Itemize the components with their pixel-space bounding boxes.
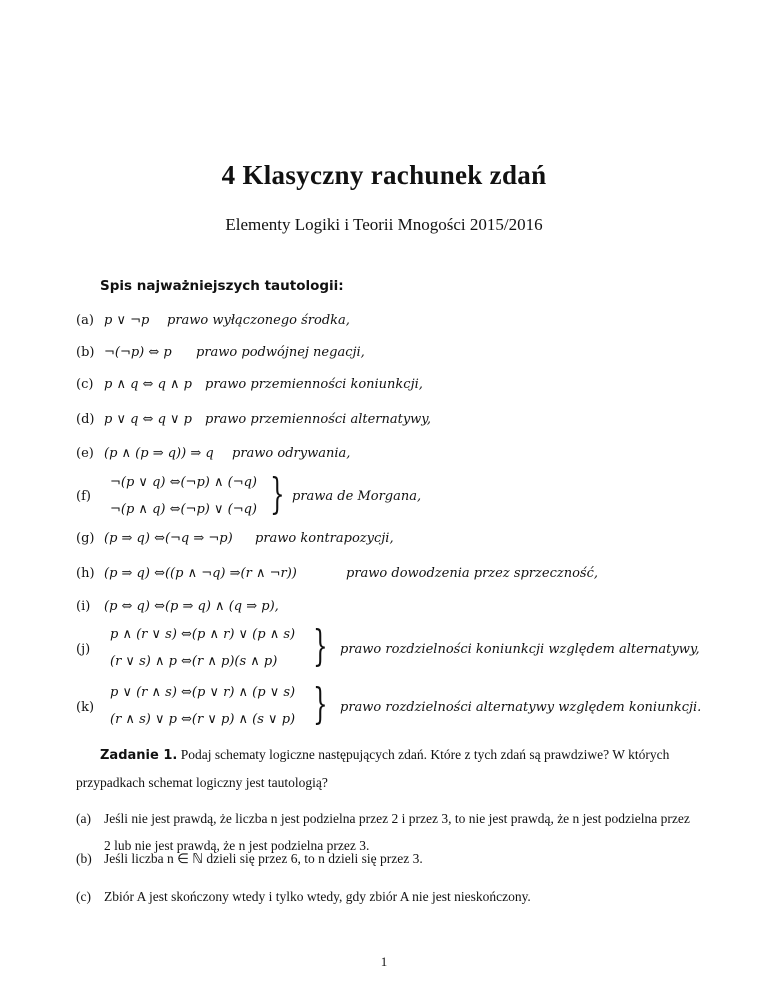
formula: p ∨ ¬p [104,313,150,328]
formula-line-2: ¬(p ∧ q) ⇔(¬p) ∨ (¬q) [110,502,257,517]
formula: p ∨ q ⇔ q ∨ p [104,412,193,427]
law-name: prawo podwójnej negacji, [196,345,365,360]
law-name: prawo kontrapozycji, [255,531,394,546]
formula: (p ∧ (p ⇒ q)) ⇒ q [104,446,214,461]
item-label: (g) [76,531,95,546]
page-title: 4 Klasyczny rachunek zdań [221,160,547,190]
item-label: (d) [76,412,95,427]
formula: (p ⇒ q) ⇔((p ∧ ¬q) ⇒(r ∧ ¬r)) [104,566,297,581]
law-name: prawo dowodzenia przez sprzeczność, [346,566,598,581]
law-name: prawa de Morgana, [292,489,422,504]
formula-line-2: (r ∧ s) ∨ p ⇔(r ∨ p) ∧ (s ∨ p) [110,712,296,727]
item-text: Jeśli nie jest prawdą, że liczba n jest podzielna przez 2 i przez 3, to nie jest prawdą, że n jest podzielna przez 2 lub nie jest prawdą, że n jest podzielna przez 3. [104,811,690,853]
item-label: (a) [76,313,94,328]
formula-line-2: (r ∨ s) ∧ p ⇔(r ∧ p)(s ∧ p) [110,654,278,669]
item-label: (h) [76,566,95,581]
item-text: Jeśli liczba n ∈ ℕ dzieli się przez 6, to n dzieli się przez 3. [104,851,423,866]
formula-line-1: p ∨ (r ∧ s) ⇔(p ∨ r) ∧ (p ∨ s) [110,685,296,700]
page-number: 1 [380,954,388,969]
law-name: prawo wyłączonego środka, [167,313,350,328]
formula: (p ⇒ q) ⇔(¬q ⇒ ¬p) [104,531,233,546]
section-heading: Spis najważniejszych tautologii: [100,278,344,294]
law-name: prawo odrywania, [232,446,351,461]
item-label: (c) [76,377,94,392]
item-label: (j) [76,642,91,657]
item-label: (c) [76,889,91,904]
item-label: (k) [76,700,95,715]
formula: ¬(¬p) ⇔ p [104,345,172,360]
right-brace-icon: } [313,621,328,670]
item-label: (e) [76,446,94,461]
item-label: (b) [76,345,95,360]
item-label: (i) [76,599,91,614]
task-label: Zadanie 1. [100,748,178,763]
right-brace-icon: } [313,679,328,728]
item-label: (a) [76,811,91,826]
formula-line-1: ¬(p ∨ q) ⇔(¬p) ∧ (¬q) [110,475,257,490]
law-name: prawo przemienności koniunkcji, [205,377,423,392]
law-name: prawo rozdzielności koniunkcji względem alternatywy, [340,642,700,657]
law-name: prawo przemienności alternatywy, [205,412,432,427]
formula: (p ⇔ q) ⇔(p ⇒ q) ∧ (q ⇒ p), [104,599,279,614]
task-text: Podaj schematy logiczne następujących zdań. Które z tych zdań są prawdziwe? W których przypadkach schemat logiczny jest tautologią? [76,747,670,790]
task-paragraph [76,741,688,796]
task-item [76,883,690,910]
law-name: prawo rozdzielności alternatywy względem koniunkcji. [340,700,702,715]
task-item [76,845,690,872]
item-label: (f) [76,489,91,504]
item-text: Zbiór A jest skończony wtedy i tylko wtedy, gdy zbiór A nie jest nieskończony. [104,889,531,904]
formula-line-1: p ∧ (r ∨ s) ⇔(p ∧ r) ∨ (p ∧ s) [110,627,296,642]
item-label: (b) [76,851,92,866]
right-brace-icon: } [270,469,285,518]
course-subtitle: Elementy Logiki i Teorii Mnogości 2015/2016 [225,215,543,234]
formula: p ∧ q ⇔ q ∧ p [104,377,193,392]
